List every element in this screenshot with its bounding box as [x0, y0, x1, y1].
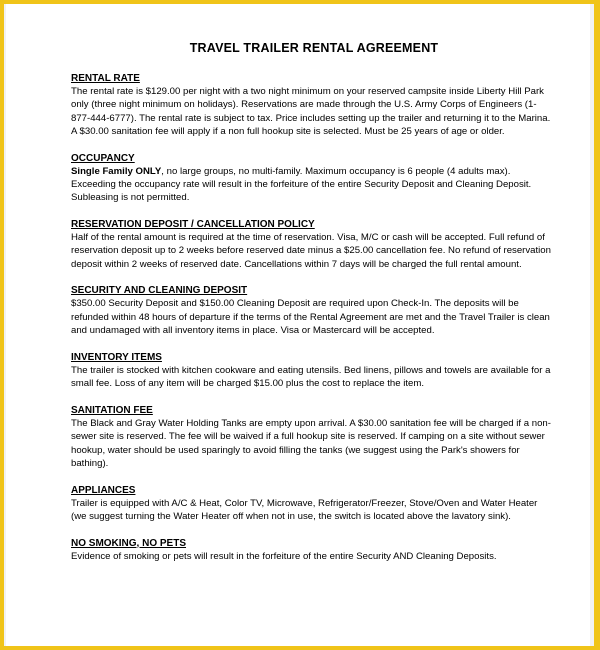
section-reservation-deposit [71, 218, 551, 271]
document-title: TRAVEL TRAILER RENTAL AGREEMENT [189, 41, 439, 55]
section-rental-rate [71, 72, 551, 138]
section-body: Trailer is equipped with A/C & Heat, Color TV, Microwave, Refrigerator/Freezer, Stove/Oven and Water Heater (we suggest turning the Water Heater off when not in use, the switch is located above the lavatory sink). [71, 497, 538, 522]
section-heading: RESERVATION DEPOSIT / CANCELLATION POLICY [71, 219, 315, 231]
section-inventory-items [71, 351, 551, 391]
agreement-document [71, 41, 551, 577]
section-no-smoking [71, 537, 551, 563]
section-body: Half of the rental amount is required at the time of reservation. Visa, M/C or cash will be accepted. Full refund of reservation deposit up to 2 weeks before reserved date minus a $25.00 cancellation fee. No refund of reservation deposit within 2 weeks of reserved date. Cancellations within 7 days will be charged the full rental amount. [71, 232, 551, 270]
section-body: The Black and Gray Water Holding Tanks are empty upon arrival. A $30.00 sanitation fee will be charged if a non-sewer site is reserved. The fee will be waived if a full hookup site is reserved. If camping on a site without sewer hookup, water should be used sparingly to avoid filling the tanks (we suggest using the Park's showers for bathing). [71, 417, 551, 469]
section-body: The rental rate is $129.00 per night with a two night minimum on your reserved campsite inside Liberty Hill Park only (three night minimum on holidays). Reservations are made through the U.S. Army Corps of Engineers (1-877-444-6777). The rental rate is subject to tax. Price includes setting up the trailer and returning it to the Marina. A $30.00 sanitation fee will apply if a non full hookup site is selected. Must be 25 years of age or older. [71, 86, 551, 137]
section-heading: SECURITY AND CLEANING DEPOSIT [71, 285, 248, 297]
section-heading: APPLIANCES [71, 484, 136, 496]
section-heading: NO SMOKING, NO PETS [71, 537, 187, 549]
section-heading: RENTAL RATE [71, 73, 140, 84]
section-appliances [71, 484, 551, 524]
section-body: The trailer is stocked with kitchen cookware and eating utensils. Bed linens, pillows and towels are available for a small fee. Loss of any item will be charged $15.00 plus the cost to replace the item. [71, 364, 551, 390]
section-sanitation-fee [71, 404, 551, 470]
section-security-deposit [71, 284, 551, 337]
section-occupancy [71, 152, 551, 205]
section-heading: INVENTORY ITEMS [71, 351, 162, 363]
section-body [71, 165, 551, 205]
section-body-text: , no large groups, no multi-family. Maximum occupancy is 6 people (4 adults max). Exceeding the occupancy rate will result in the forfeiture of the entire Security Deposit and Cleaning Deposit. Subleasing is not permitted. [71, 165, 532, 204]
section-body: Evidence of smoking or pets will result in the forfeiture of the entire Security AND Cleaning Deposits. [71, 550, 497, 562]
section-heading: SANITATION FEE [71, 404, 153, 416]
section-body: $350.00 Security Deposit and $150.00 Cleaning Deposit are required upon Check-In. The deposits will be refunded within 48 hours of departure if the terms of the Rental Agreement are met and the Travel Trailer is clean and undamaged with all inventory items in place. Visa or Mastercard will be accepted. [71, 298, 550, 337]
section-heading: OCCUPANCY [71, 152, 135, 164]
document-page [6, 4, 590, 646]
emphasized-text: Single Family ONLY [71, 165, 162, 177]
